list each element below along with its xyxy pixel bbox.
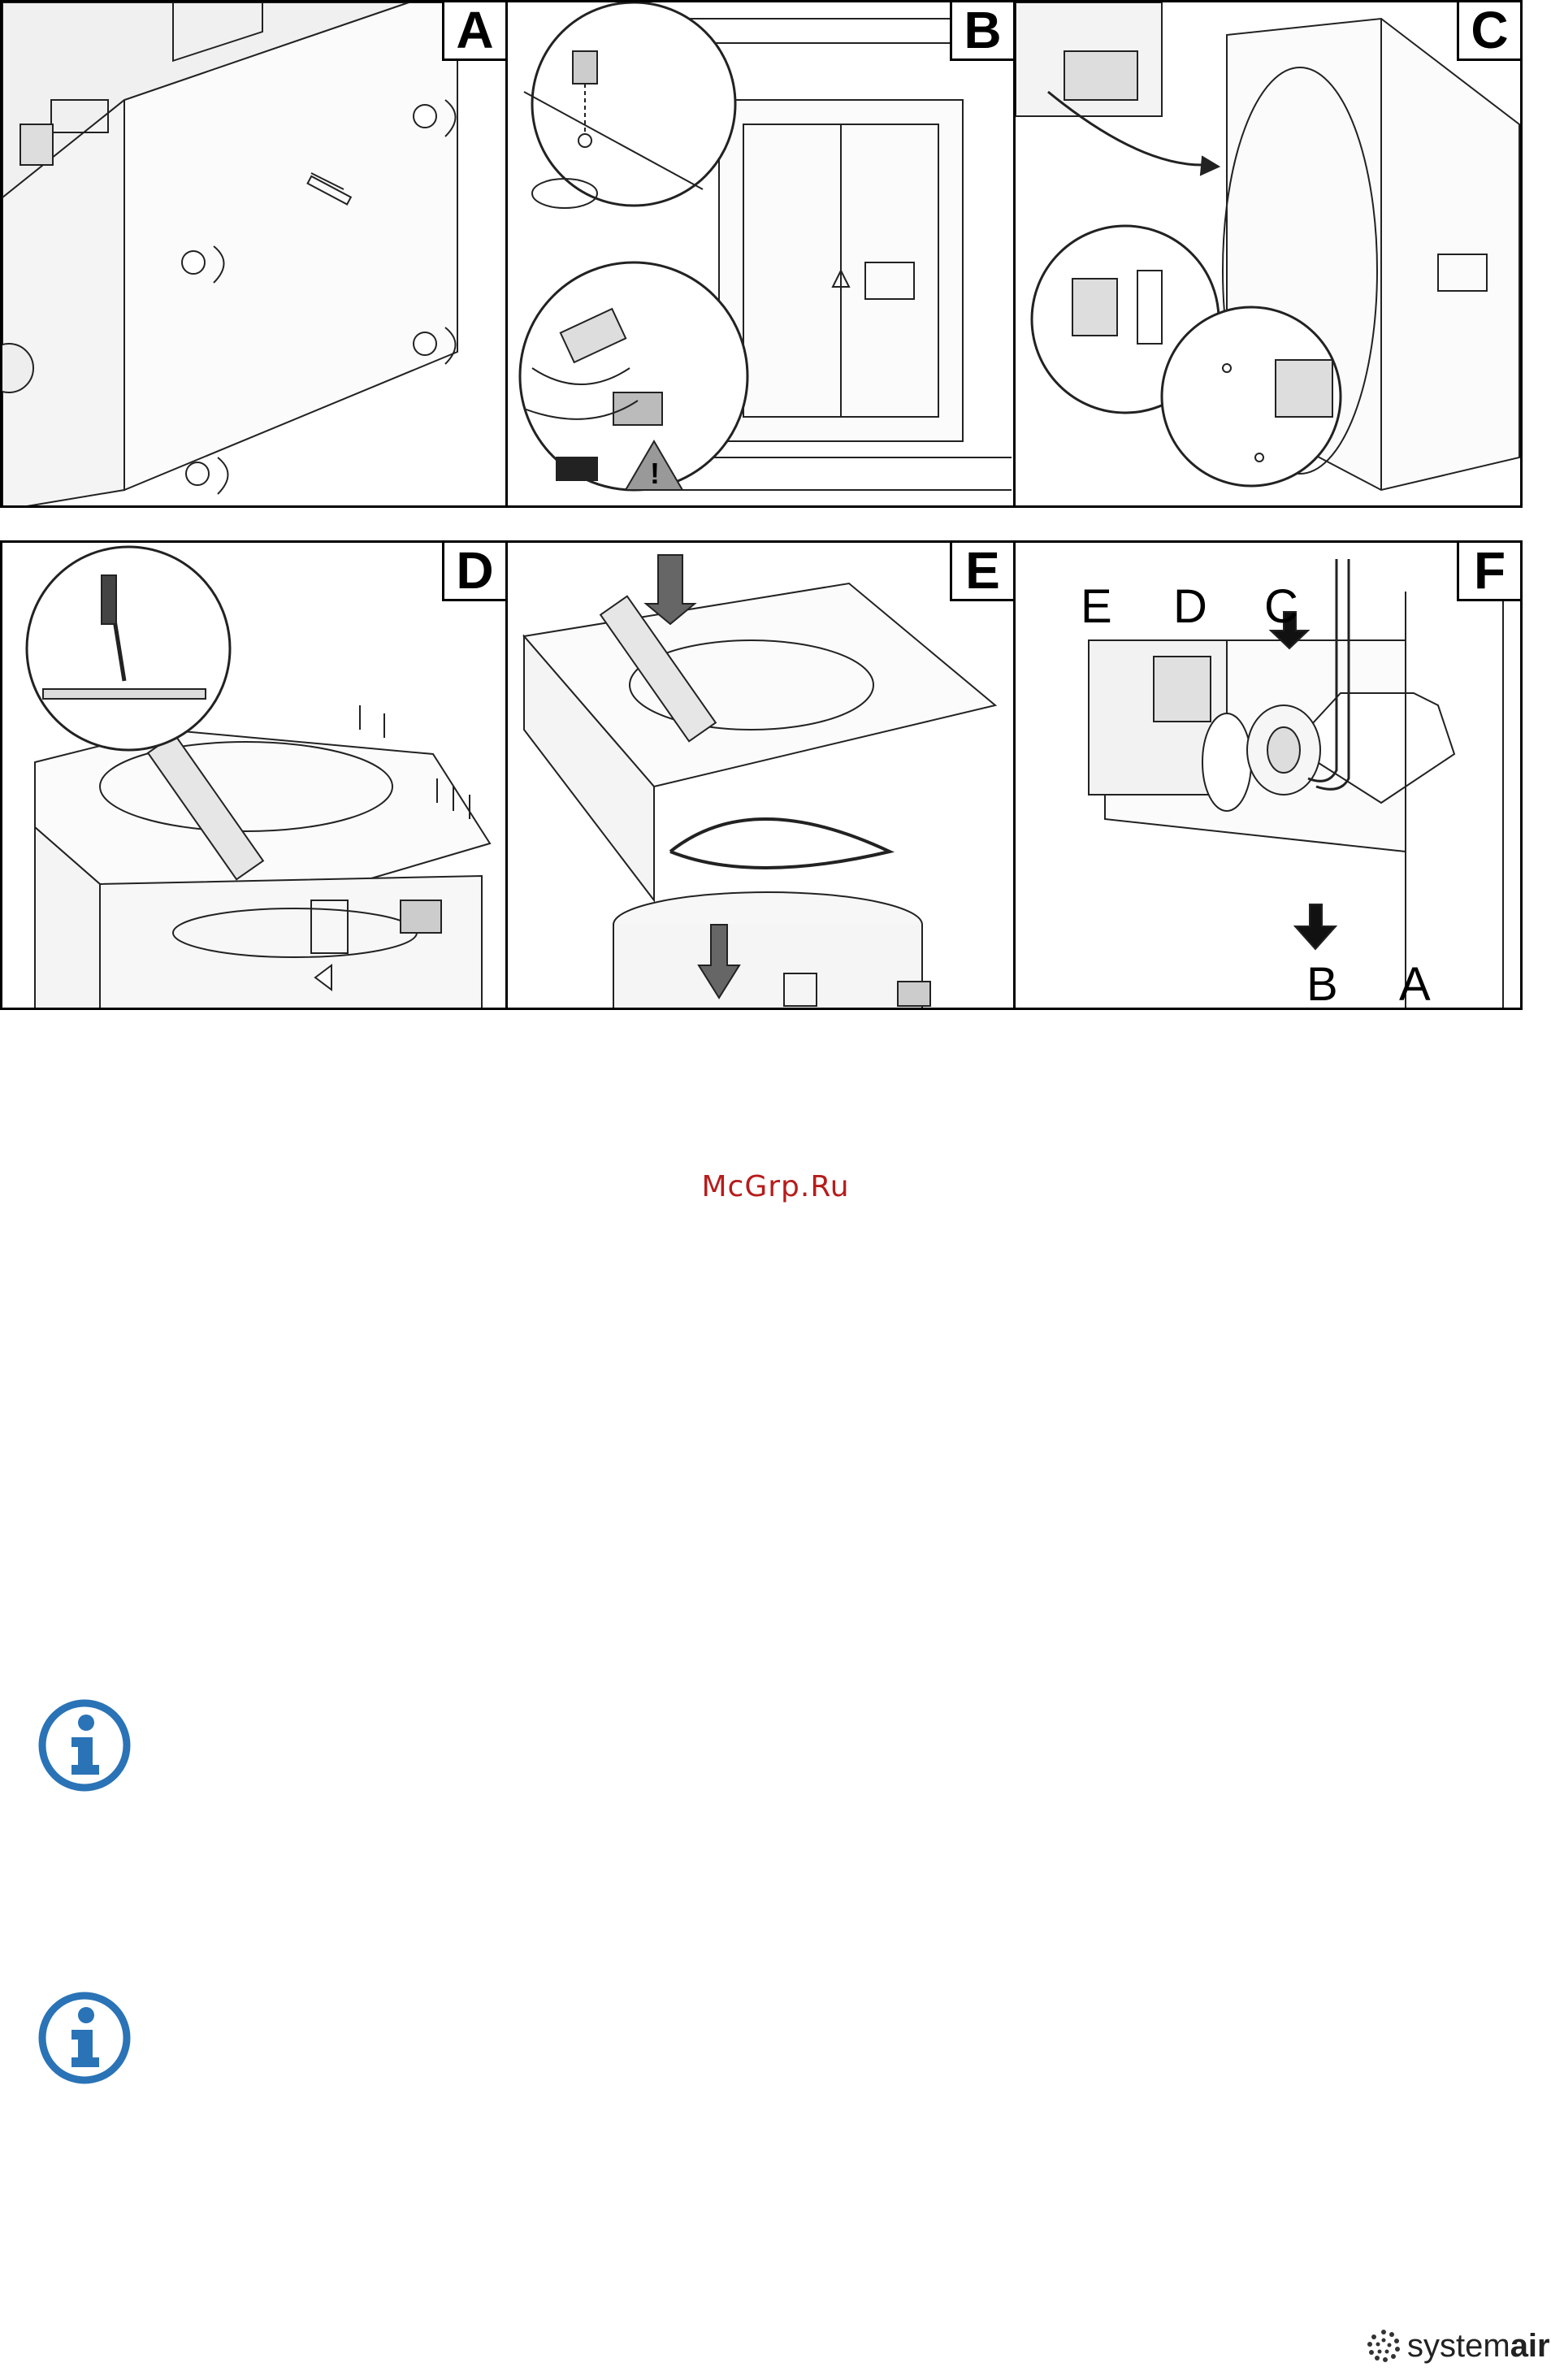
panel-label-d: D [442, 543, 505, 601]
svg-text:!: ! [650, 457, 660, 490]
watermark: McGrp.Ru [701, 1170, 850, 1203]
panel-label-a: A [442, 2, 505, 61]
info-icon [36, 1697, 133, 1794]
logo-text: systemair [1407, 2327, 1550, 2364]
panel-c [1013, 0, 1523, 508]
panel-e [505, 540, 1016, 1010]
panel-f [1013, 540, 1523, 1010]
heat-exchanger-bracket-illustration [1016, 2, 1523, 508]
sequence-step-a: A [1399, 958, 1431, 1010]
plate-lift-illustration [508, 543, 1016, 1010]
sequence-step-c: C [1264, 580, 1298, 633]
panel-d [0, 540, 508, 1010]
panel-label-f: F [1457, 543, 1520, 601]
sequence-step-b: B [1306, 958, 1338, 1010]
systemair-logo [1365, 2326, 1550, 2366]
panel-label-c: C [1457, 2, 1520, 61]
panel-label-e: E [950, 543, 1013, 601]
top-plate-screws-illustration [2, 543, 508, 1010]
info-icon [36, 1989, 133, 2087]
panel-b [505, 0, 1016, 508]
unit-cover-removal-illustration [2, 2, 508, 508]
sequence-step-e: E [1081, 580, 1112, 633]
sequence-step-d: D [1173, 580, 1207, 633]
logo-mark-icon [1365, 2327, 1402, 2365]
panel-a [0, 0, 508, 508]
panel-label-b: B [950, 2, 1013, 61]
panel-removal-illustration [508, 2, 1016, 508]
